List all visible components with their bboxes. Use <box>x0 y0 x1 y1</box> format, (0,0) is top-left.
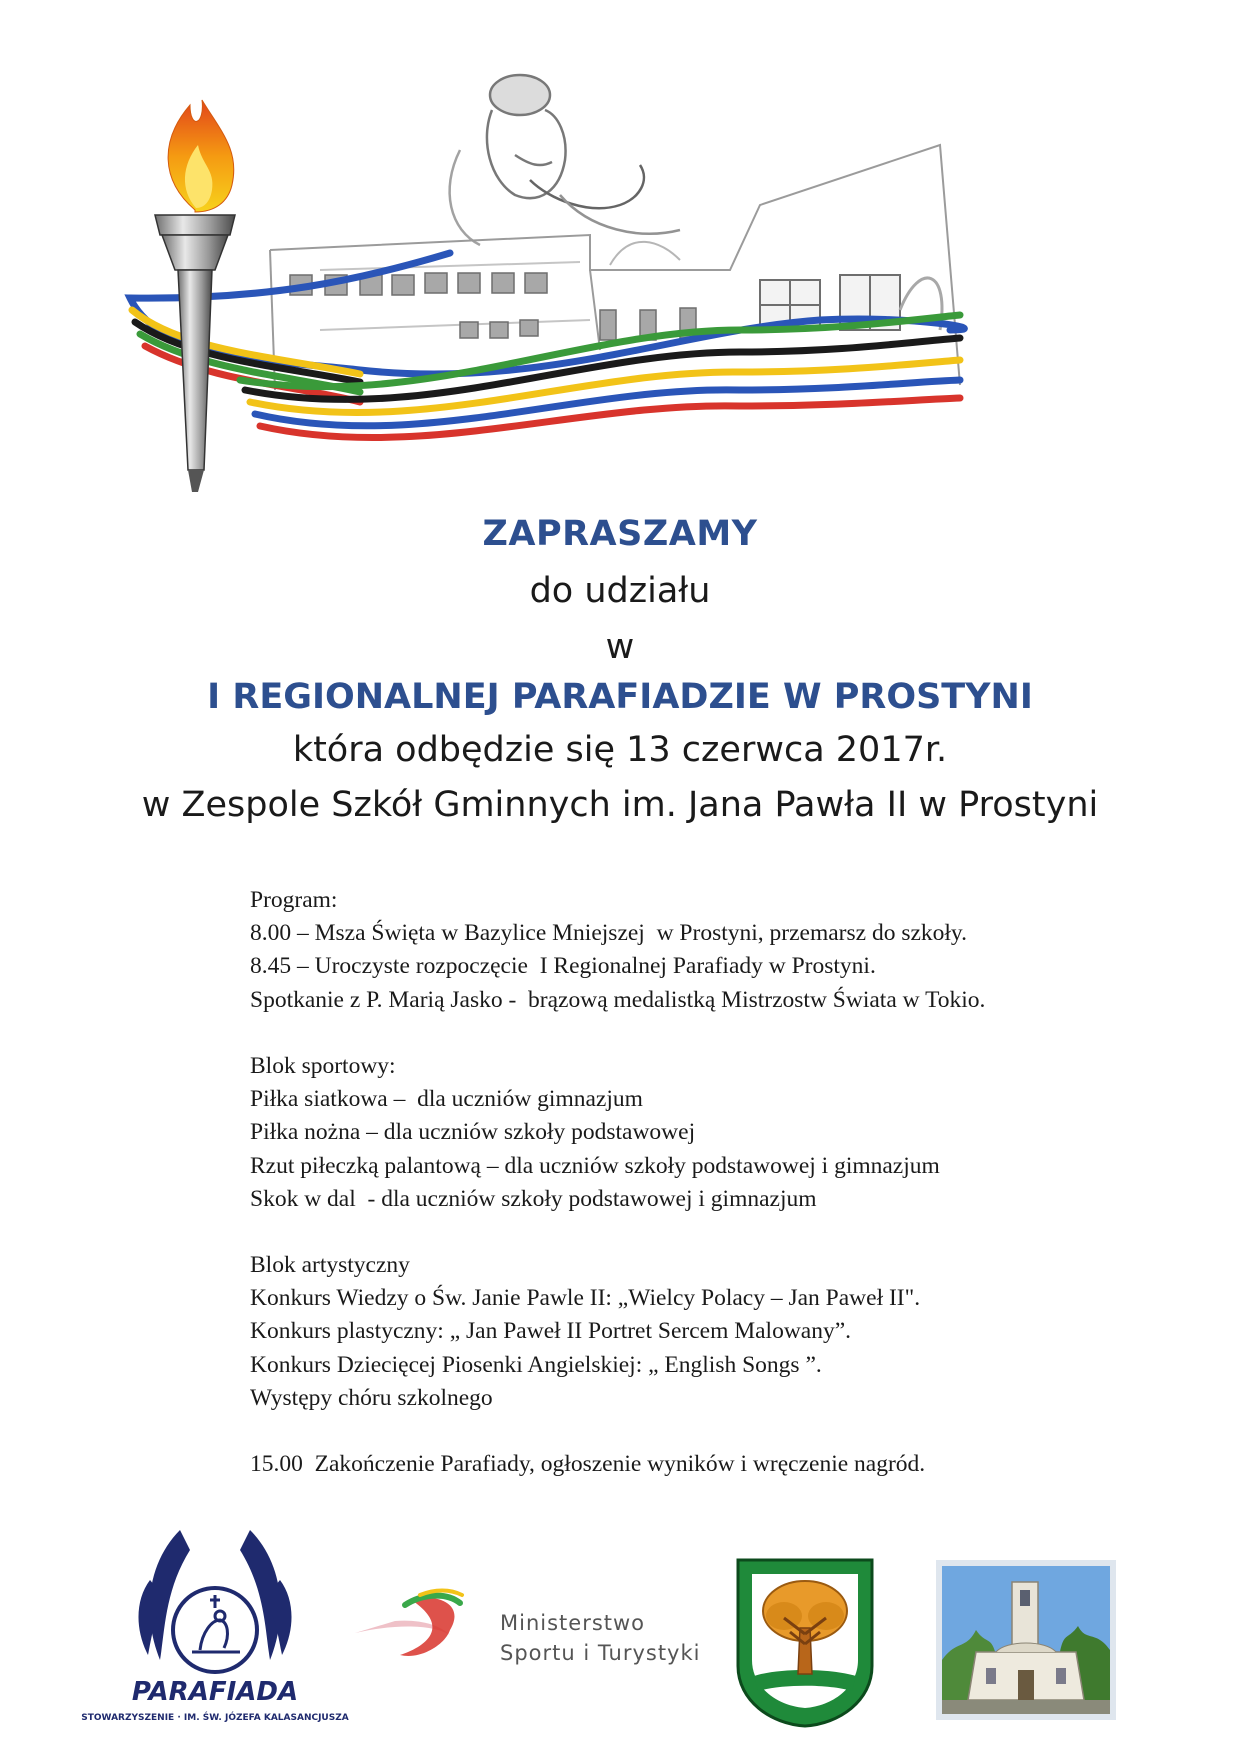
sport-item: Skok w dal - dla uczniów szkoły podstawowej i gimnazjum <box>250 1185 817 1212</box>
event-place: w Zespole Szkół Gminnych im. Jana Pawła II w Prostyni <box>141 785 1099 825</box>
coat-of-arms-logo <box>734 1556 876 1728</box>
hero-illustration <box>120 30 1100 560</box>
sport-item: Piłka nożna – dla uczniów szkoły podstawowej <box>250 1119 696 1146</box>
art-item: Konkurs Wiedzy o Św. Janie Pawle II: „Wielcy Polacy – Jan Paweł II". <box>250 1285 921 1312</box>
program-item: 8.00 – Msza Święta w Bazylice Mniejszej w Prostyni, przemarsz do szkoły. <box>250 920 968 947</box>
ministry-name <box>500 1608 700 1668</box>
art-item: Występy chóru szkolnego <box>250 1384 493 1411</box>
sport-block-title: Blok sportowy: <box>250 1052 396 1079</box>
praying-figure-sketch <box>450 75 680 245</box>
program-item: Spotkanie z P. Marią Jasko - brązową medalistką Mistrzostw Świata w Tokio. <box>250 986 986 1013</box>
event-date: która odbędzie się 13 czerwca 2017r. <box>292 730 948 770</box>
ministry-swoosh-logo <box>350 1585 480 1665</box>
sport-item: Rzut piłeczką palantową – dla uczniów szkoły podstawowej i gimnazjum <box>250 1152 940 1179</box>
spacer <box>250 1415 1150 1448</box>
art-block-title: Blok artystyczny <box>250 1252 410 1279</box>
church-photo <box>936 1560 1116 1720</box>
parafiada-ring-text: STOWARZYSZENIE · IM. ŚW. JÓZEFA KALASANCJUSZA <box>81 1713 349 1723</box>
art-item: Konkurs plastyczny: „ Jan Paweł II Portret Sercem Malowany”. <box>250 1318 852 1345</box>
spacer <box>250 1017 1150 1050</box>
invite-line-1: do udziału <box>529 571 711 611</box>
invite-heading: ZAPRASZAMY <box>482 514 758 554</box>
spacer <box>250 1216 1150 1249</box>
closing-item: 15.00 Zakończenie Parafiady, ogłoszenie wyników i wręczenie nagród. <box>250 1451 926 1478</box>
program-section <box>250 884 1150 1481</box>
event-title: I REGIONALNEJ PARAFIADZIE W PROSTYNI <box>207 677 1033 717</box>
program-item: 8.45 – Uroczyste rozpoczęcie I Regionalnej Parafiady w Prostyni. <box>250 953 876 980</box>
parafiada-logo <box>81 1520 349 1730</box>
program-title: Program: <box>250 887 338 913</box>
invite-line-2: w <box>605 627 635 667</box>
art-item: Konkurs Dziecięcej Piosenki Angielskiej: „ English Songs ”. <box>250 1351 822 1378</box>
parafiada-wordmark: PARAFIADA <box>131 1677 299 1707</box>
sport-item: Piłka siatkowa – dla uczniów gimnazjum <box>250 1086 643 1113</box>
ministry-line-2: Sportu i Turystyki <box>500 1641 701 1665</box>
ministry-line-1: Ministerstwo <box>500 1611 646 1635</box>
